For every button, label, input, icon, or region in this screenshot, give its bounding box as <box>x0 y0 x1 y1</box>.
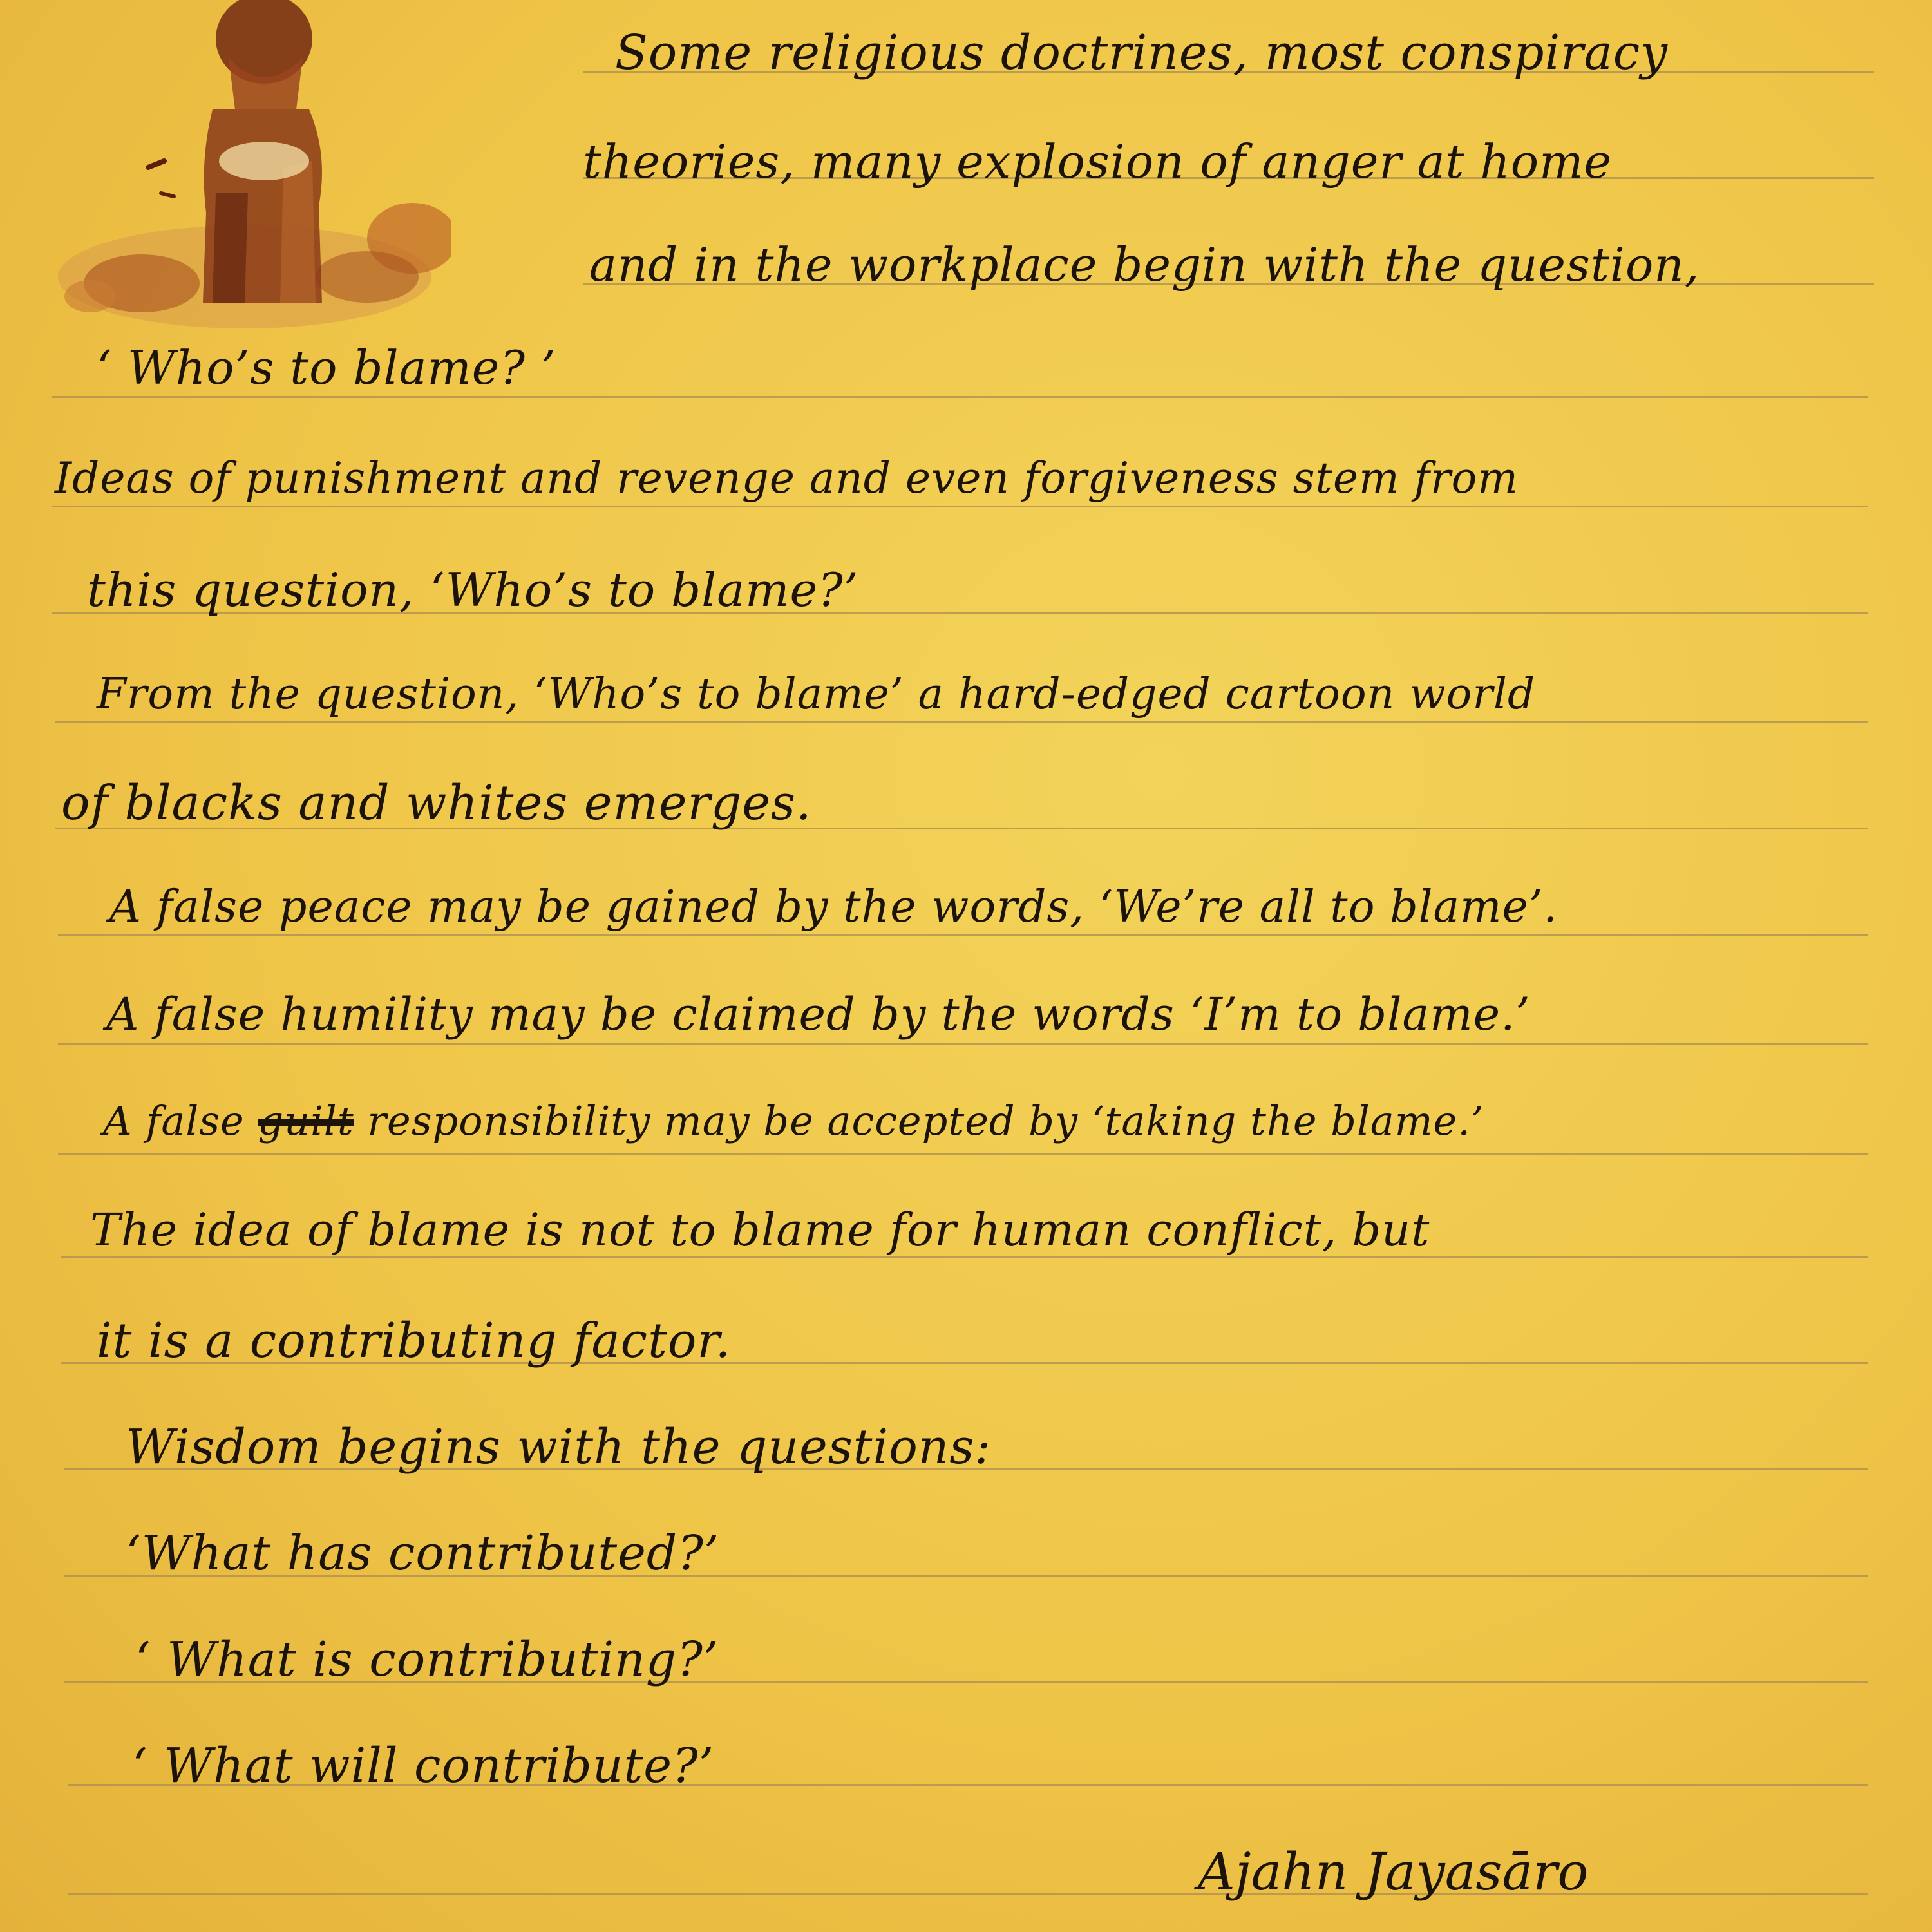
text-segment: Wisdom begins with the questions: <box>126 1419 992 1475</box>
text-line <box>103 1097 1484 1144</box>
ruled-line <box>58 1043 1868 1045</box>
text-segment: ‘ Who’s to blame? ’ <box>97 341 556 395</box>
text-line <box>97 669 1536 719</box>
text-segment: it is a contributing factor. <box>97 1313 732 1368</box>
text-segment: A false <box>103 1097 258 1144</box>
ruled-line <box>55 721 1868 723</box>
text-line <box>90 1204 1430 1256</box>
text-segment: Ideas of punishment and revenge and even forgiveness stem from <box>55 453 1519 503</box>
ruled-line <box>52 506 1868 507</box>
ruled-line <box>58 1153 1868 1155</box>
text-segment: A false peace may be gained by the words, ‘We’re all to blame’. <box>109 882 1558 933</box>
text-segment: and in the workplace begin with the question, <box>589 238 1700 292</box>
text-segment: Some religious doctrines, most conspiracy <box>615 25 1668 80</box>
text-line <box>135 1632 719 1687</box>
ruled-line <box>52 396 1868 398</box>
text-segment: theories, many explosion of anger at home <box>583 135 1612 189</box>
text-line <box>97 341 556 395</box>
text-segment: this question, ‘Who’s to blame?’ <box>87 563 859 617</box>
text-line <box>61 775 812 831</box>
text-line <box>97 1313 732 1368</box>
text-segment: ‘ What will contribute?’ <box>132 1738 715 1794</box>
text-segment: The idea of blame is not to blame for human conflict, but <box>90 1204 1430 1256</box>
text-line <box>589 238 1700 292</box>
signature: Ajahn Jayasāro <box>1198 1842 1589 1902</box>
text-segment: of blacks and whites emerges. <box>61 775 812 831</box>
text-line <box>55 453 1519 503</box>
text-line <box>106 988 1531 1041</box>
text-line <box>126 1526 720 1581</box>
ruled-line <box>58 934 1868 936</box>
text-segment: responsibility may be accepted by ‘taking the blame.’ <box>354 1097 1484 1144</box>
ruled-line <box>68 1893 1868 1895</box>
text-line <box>583 135 1612 189</box>
text-segment: ‘What has contributed?’ <box>126 1526 720 1581</box>
text-line <box>615 25 1668 80</box>
crossed-out-word: guilt <box>258 1097 354 1144</box>
text-segment: ‘ What is contributing?’ <box>135 1632 719 1687</box>
text-line <box>109 882 1558 933</box>
text-segment: A false humility may be claimed by the words ‘I’m to blame.’ <box>106 988 1531 1041</box>
text-line <box>132 1738 715 1794</box>
text-line <box>126 1419 992 1475</box>
text-segment: From the question, ‘Who’s to blame’ a hard-edged cartoon world <box>97 669 1536 719</box>
text-line <box>87 563 859 617</box>
seated-monk-watercolor-icon <box>52 0 451 335</box>
